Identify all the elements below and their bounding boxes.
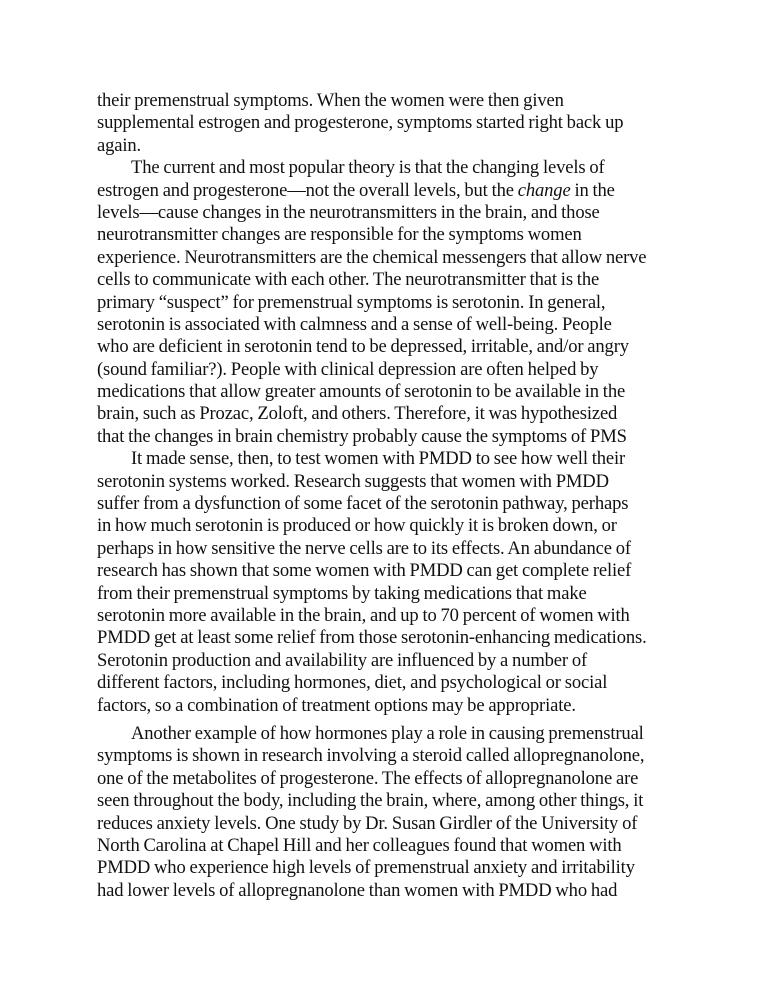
- text-line: neurotransmitter changes are responsible for the symptoms women: [97, 224, 582, 246]
- text-segment: estrogen and progesterone—not the overall levels, but the: [97, 179, 518, 201]
- text-line: in how much serotonin is produced or how quickly it is broken down, or: [97, 515, 617, 537]
- text-line: seen throughout the body, including the brain, where, among other things, it: [97, 790, 644, 812]
- text-line: It made sense, then, to test women with PMDD to see how well their: [131, 448, 626, 470]
- paragraph-allopregnanolone: [97, 723, 677, 902]
- text-line: The current and most popular theory is that the changing levels of: [131, 157, 605, 179]
- paragraph-theory: [97, 157, 677, 448]
- text-line: suffer from a dysfunction of some facet of the serotonin pathway, perhaps: [97, 493, 629, 515]
- text-line: one of the metabolites of progesterone. The effects of allopregnanolone are: [97, 767, 639, 789]
- text-line: medications that allow greater amounts of serotonin to be available in the: [97, 381, 626, 403]
- text-line: symptoms is shown in research involving a steroid called allopregnanolone,: [97, 745, 645, 767]
- paragraph-pmdd: [97, 448, 677, 717]
- text-line: that the changes in brain chemistry probably cause the symptoms of PMS: [97, 425, 627, 447]
- text-line: their premenstrual symptoms. When the women were then given: [97, 90, 564, 111]
- emphasis-text: change: [517, 179, 571, 201]
- paragraph-continued: [97, 90, 677, 157]
- text-line: had lower levels of allopregnanolone than women with PMDD who had: [97, 879, 618, 901]
- text-line: experience. Neurotransmitters are the chemical messengers that allow nerve: [97, 246, 647, 268]
- text-line: PMDD who experience high levels of premenstrual anxiety and irritability: [97, 857, 635, 879]
- text-line: Serotonin production and availability are influenced by a number of: [97, 649, 588, 671]
- text-line: brain, such as Prozac, Zoloft, and others. Therefore, it was hypothesized: [97, 403, 618, 425]
- text-line: North Carolina at Chapel Hill and her colleagues found that women with: [97, 834, 622, 856]
- text-line: supplemental estrogen and progesterone, symptoms started right back up: [97, 112, 624, 134]
- text-line: Another example of how hormones play a role in causing premenstrual: [131, 722, 644, 744]
- text-line: reduces anxiety levels. One study by Dr. Susan Girdler of the University of: [97, 812, 638, 834]
- text-line: perhaps in how sensitive the nerve cells are to its effects. An abundance of: [97, 537, 631, 559]
- text-line: again.: [97, 134, 142, 156]
- text-line: serotonin more available in the brain, and up to 70 percent of women with: [97, 604, 630, 626]
- text-line: serotonin systems worked. Research suggests that women with PMDD: [97, 470, 609, 492]
- text-line: who are deficient in serotonin tend to be depressed, irritable, and/or angry: [97, 336, 629, 358]
- text-line: [97, 180, 677, 202]
- body-text: [97, 90, 677, 902]
- text-segment: in the: [570, 179, 615, 201]
- text-line: from their premenstrual symptoms by taking medications that make: [97, 582, 587, 604]
- text-line: factors, so a combination of treatment options may be appropriate.: [97, 694, 576, 716]
- text-line: levels—cause changes in the neurotransmitters in the brain, and those: [97, 201, 600, 223]
- text-line: different factors, including hormones, diet, and psychological or social: [97, 672, 608, 694]
- text-line: (sound familiar?). People with clinical depression are often helped by: [97, 358, 599, 380]
- text-line: research has shown that some women with PMDD can get complete relief: [97, 560, 632, 582]
- text-line: primary “suspect” for premenstrual symptoms is serotonin. In general,: [97, 291, 606, 313]
- text-line: PMDD get at least some relief from those serotonin-enhancing medications.: [97, 627, 647, 649]
- text-line: serotonin is associated with calmness and a sense of well-being. People: [97, 313, 612, 335]
- text-line: cells to communicate with each other. The neurotransmitter that is the: [97, 269, 600, 291]
